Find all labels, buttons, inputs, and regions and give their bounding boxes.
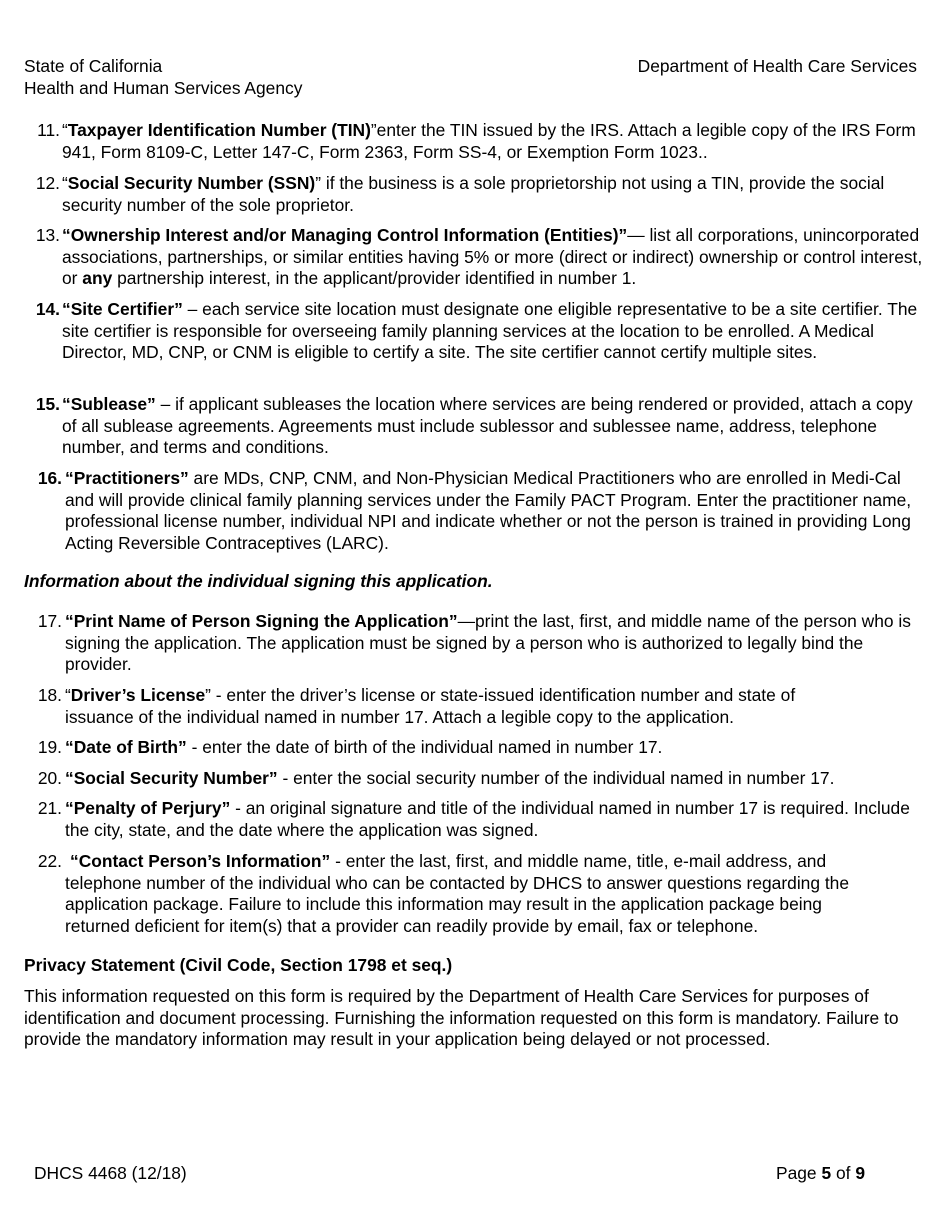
item-text [65, 798, 930, 841]
state-name: State of California [24, 56, 163, 76]
item-number: 13. [35, 225, 60, 245]
agency-block [24, 56, 302, 99]
privacy-text: This information requested on this form is required by the Department of Health Care Services for purposes of identification and document processing. Furnishing the information requested on this form is mandatory. Failure to provide the mandatory information may result in your application being delayed or not processed. [24, 986, 899, 1049]
item-text-bold: Taxpayer Identification Number (TIN) [67, 120, 371, 140]
page-total: 9 [855, 1163, 865, 1183]
item-text-run: – each service site location must designate one eligible representative to be a site certifier. The site certifier is responsible for overseeing family planning services at the location to be enrolled. A Medical Director, MD, CNP, or CNM is eligible to certify a site. The site certifier cannot certify multiple sites. [62, 299, 918, 362]
item-number: 16. [37, 468, 62, 488]
item-number: 18. [37, 685, 62, 705]
item-text-run: ” - enter the driver’s license or state-issued identification number and state of issuance of the individual named in number 17. Attach a legible copy to the application. [65, 685, 796, 727]
item-text [62, 394, 924, 459]
item-number: 11. [37, 120, 60, 140]
item-text-run: —print the last, first, and middle name of the person who is signing the application. The application must be signed by a person who is authorized to legally bind the provider. [65, 611, 911, 674]
item-text [65, 611, 930, 676]
item-number: 15. [35, 394, 60, 414]
item-text-bold: Social Security Number (SSN) [67, 173, 316, 193]
item-text [62, 299, 924, 364]
item-text-run: - an original signature and title of the individual named in number 17 is required. Include the city, state, and the date where the application was signed. [65, 798, 910, 840]
item-number: 21. [37, 798, 62, 818]
item-text-run: ”enter the TIN issued by the IRS. Attach a legible copy of the IRS Form 941, Form 8109-C, Letter 147-C, Form 2363, Form SS-4, or Exemption Form 1023.. [62, 120, 916, 162]
item-text-run: “ [62, 173, 68, 193]
item-text-run: - enter the last, first, and middle name, title, e-mail address, and telephone number of the individual who can be contacted by DHCS to answer questions regarding the application package. Failure to include this information may result in the application package being returned deficient for item(s) that a provider can readily provide by email, fax or telephone. [65, 851, 850, 936]
page-header [24, 56, 917, 99]
item-text-bold: “Site Certifier” [62, 299, 183, 319]
item-text-run: ” if the business is a sole proprietorship not using a TIN, provide the social security number of the sole proprietor. [62, 173, 885, 215]
item-number: 20. [37, 768, 62, 788]
item-text [65, 737, 930, 759]
item-number: 22. [37, 851, 62, 871]
page-current: 5 [821, 1163, 832, 1183]
item-text-run: – if applicant subleases the location where services are being rendered or provided, attach a copy of all sublease agreements. Agreements must include sublessor and sublessee name, address, telephone number, and terms and conditions. [62, 394, 913, 457]
item-text [65, 685, 840, 728]
item-number: 17. [37, 611, 62, 631]
item-text-bold: “Print Name of Person Signing the Application” [65, 611, 458, 631]
item-text-run: - enter the date of birth of the individual named in number 17. [186, 737, 663, 757]
item-text-bold: “Contact Person’s Information” [70, 851, 331, 871]
item-text-run: partnership interest, in the applicant/provider identified in number 1. [112, 268, 637, 288]
item-text-bold: Driver’s License [70, 685, 206, 705]
item-number: 12. [35, 173, 60, 193]
item-text-bold: “Date of Birth” [65, 737, 187, 757]
page-number [776, 1163, 865, 1185]
item-text [62, 173, 924, 216]
item-text-run: “ [65, 685, 71, 705]
item-text-bold: “Penalty of Perjury” [65, 798, 231, 818]
agency-name: Health and Human Services Agency [24, 77, 303, 98]
item-text [65, 851, 890, 937]
item-text-bold: “Practitioners” [65, 468, 189, 488]
page-of: of [835, 1163, 851, 1183]
item-text [62, 120, 924, 163]
item-text [65, 768, 930, 790]
form-id: DHCS 4468 (12/18) [34, 1163, 187, 1183]
item-text-bold: “Ownership Interest and/or Managing Control Information (Entities)” [62, 225, 628, 245]
department-name: Department of Health Care Services [637, 56, 917, 76]
item-text-bold: “Sublease” [62, 394, 156, 414]
item-number: 14. [35, 299, 60, 319]
item-text [62, 225, 924, 290]
section-heading: Information about the individual signing this application. [24, 571, 493, 591]
item-text-run: are MDs, CNP, CNM, and Non-Physician Medical Practitioners who are enrolled in Medi-Cal and will provide clinical family planning services under the Family PACT Program. Enter the practitioner name, professional license number, individual NPI and indicate whether or not the person is trained in providing Long Acting Reversible Contraceptives (LARC). [65, 468, 912, 553]
item-text-run: - enter the social security number of the individual named in number 17. [277, 768, 835, 788]
item-text-bold: “Social Security Number” [65, 768, 278, 788]
privacy-title: Privacy Statement (Civil Code, Section 1798 et seq.) [24, 955, 453, 975]
item-text-run: — list all corporations, unincorporated associations, partnerships, or similar entities having 5% or more (direct or indirect) ownership or control interest, or [62, 225, 923, 288]
page-word: Page [775, 1163, 817, 1183]
item-text [65, 468, 930, 554]
item-text-bold: any [82, 268, 113, 288]
item-number: 19. [37, 737, 62, 757]
item-text-run: “ [62, 120, 68, 140]
